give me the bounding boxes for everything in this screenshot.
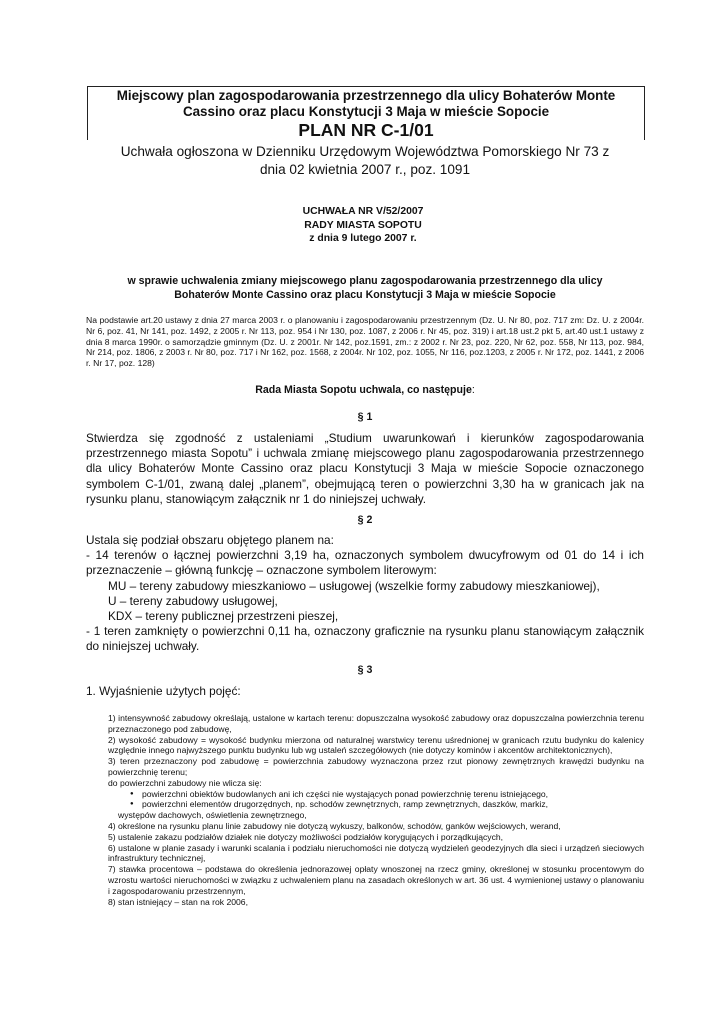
resolution-council: RADY MIASTA SOPOTU — [304, 219, 422, 231]
definition-3: 3) teren przeznaczony pod zabudowę = powierzchnia zabudowy wyznaczona przez rzut pionowy zewnętrznych krawędzi budynku na powierzchnię terenu; — [108, 756, 644, 777]
section-2-body — [86, 533, 644, 655]
resolution-subject-line-1: w sprawie uchwalenia zmiany miejscowego planu zagospodarowania przestrzennego dla ulicy — [127, 275, 603, 287]
council-decides — [86, 383, 644, 397]
definition-1: 1) intensywność zabudowy określają, ustalone w kartach terenu: dopuszczalna wysokość zabudowy oraz dopuszczalna powierzchnia terenu przeznaczonego pod zabudowę, — [108, 713, 644, 734]
legal-basis: Na podstawie art.20 ustawy z dnia 27 marca 2003 r. o planowaniu i zagospodarowaniu przestrzennym (Dz. U. Nr 80, poz. 717 zm: Dz. U. z 2004r. Nr 6, poz. 41, Nr 141, poz. 1492, z 2005 r. Nr 113, poz. 954 i Nr 130, poz. 1087, z 2006 r. Nr 45, poz. 319) i art.18 ust.2 pkt 5, art.40 ust.1 ustawy z dnia 8 marca 1990r. o samorządzie gminnym (Dz. U. z 2001r. Nr 142, poz.1591, zm.: z 2002 r. Nr 23, poz. 220, Nr 62, poz. 558, Nr 113, poz. 984, Nr 214, poz. 1806, z 2003 r. Nr 80, poz. 717 i Nr 162, poz. 1568, z 2004r. Nr 102, poz. 1055, Nr 116, poz.1203, z 2005 r. Nr 172, poz. 1441, z 2006 r. Nr 17, poz. 128) — [86, 315, 644, 369]
definition-4: 4) określone na rysunku planu linie zabudowy nie dotyczą wykuszy, balkonów, schodów, ganków wejściowych, werand, — [108, 820, 561, 831]
exclusion-item-2-text: powierzchni elementów drugorzędnych, np. schodów zewnętrznych, ramp zewnętrznych, daszków, markiz, — [142, 799, 548, 810]
section-1-heading: § 1 — [357, 411, 373, 423]
land-use-u: U – tereny zabudowy usługowej, — [108, 593, 278, 608]
resolution-subject — [86, 274, 644, 302]
definition-5: 5) ustalenie zakazu podziałów działek nie dotyczy możliwości podziałów korygujących i porządkujących, — [108, 831, 504, 842]
exclusion-item-2-continuation: występów dachowych, oświetlenia zewnętrznego, — [118, 810, 307, 821]
resolution-date: z dnia 9 lutego 2007 r. — [309, 233, 417, 244]
land-use-kdx: KDX – tereny publicznej przestrzeni pieszej, — [108, 609, 339, 624]
council-decides-colon: : — [471, 384, 475, 396]
council-decides-text: Rada Miasta Sopotu uchwala, co następuje — [255, 384, 472, 396]
land-use-mu: MU – tereny zabudowy mieszkaniowo – usługowej (wszelkie formy zabudowy mieszkaniowej), — [108, 578, 600, 593]
plan-title-line-1: Miejscowy plan zagospodarowania przestrzennego dla ulicy Bohaterów Monte — [116, 88, 616, 103]
section-2-item-1: - 14 terenów o łącznej powierzchni 3,19 ha, oznaczonych symbolem dwucyfrowym od 01 do 14 i ich przeznaczenie – główną funkcję – oznaczone symbolem literowym: — [86, 548, 644, 578]
exclusion-item-2 — [118, 799, 644, 821]
definition-8: 8) stan istniejący – stan na rok 2006, — [108, 896, 248, 907]
resolution-subject-line-2: Bohaterów Monte Cassino oraz placu Konstytucji 3 Maja w mieście Sopocie — [174, 289, 556, 301]
resolution-heading — [200, 205, 526, 246]
definitions-list — [108, 713, 644, 907]
publication-note — [86, 143, 644, 179]
section-2-intro: Ustala się podział obszaru objętego planem na: — [86, 533, 334, 547]
section-1-text: Stwierdza się zgodność z ustaleniami „Studium uwarunkowań i kierunków zagospodarowania przestrzennego miasta Sopotu” i uchwala zmianę miejscowego planu zagospodarowania przestrzennego dla ulicy Bohaterów Monte Cassino oraz placu Konstytucji 3 Maja w mieście Sopocie oznaczonego symbolem C-1/01, zwaną dalej „planem”, obejmującą teren o powierzchni 3,30 ha w granicach jak na rysunku planu, stanowiącym załącznik nr 1 do niniejszej uchwały. — [86, 431, 644, 506]
title-box — [87, 86, 645, 140]
plan-number: PLAN NR C-1/01 — [298, 120, 434, 140]
plan-title-line-2: Cassino oraz placu Konstytucji 3 Maja w mieście Sopocie — [182, 104, 550, 119]
resolution-number: UCHWAŁA NR V/52/2007 — [302, 206, 424, 217]
exclusions-list — [108, 789, 644, 821]
section-2-item-2: - 1 teren zamknięty o powierzchni 0,11 ha, oznaczony graficznie na rysunku planu stanowiącym załącznik do niniejszej uchwały. — [86, 624, 644, 654]
exclusion-item-1 — [130, 789, 644, 800]
definition-7: 7) stawka procentowa – podstawa do określenia jednorazowej opłaty wnoszonej na rzecz gminy, określonej w stosunku procentowym do wzrostu wartości nieruchomości w związku z uchwaleniem planu na zasadach określonych w art. 36 ust. 4 wymienionej ustawy o planowaniu i zagospodarowaniu przestrzennym, — [108, 864, 644, 896]
definition-3-exclusions: do powierzchni zabudowy nie wlicza się: — [108, 777, 262, 788]
section-3-intro: 1. Wyjaśnienie użytych pojęć: — [86, 684, 241, 698]
publication-note-line-1: Uchwała ogłoszona w Dzienniku Urzędowym Województwa Pomorskiego Nr 73 z — [120, 144, 610, 159]
definition-2: 2) wysokość zabudowy = wysokość budynku mierzona od naturalnej warstwicy terenu uśrednionej w granicach rzutu budynku do kalenicy względnie innego najwyższego punktu budynku lub wg ustaleń szczegółowych (nie dotyczy kominów i akcentów architektonicznych), — [108, 734, 644, 756]
section-3-heading: § 3 — [357, 664, 373, 676]
definition-6: 6) ustalone w planie zasady i warunki scalania i podziału nieruchomości nie dotyczą wydzieleń geodezyjnych dla sieci i urządzeń sieciowych infrastruktury technicznej, — [108, 842, 644, 864]
exclusion-item-1-text: powierzchni obiektów budowlanych ani ich części nie wystających ponad powierzchnię terenu istniejącego, — [142, 788, 549, 799]
section-2-heading: § 2 — [357, 514, 373, 526]
publication-note-line-2: dnia 02 kwietnia 2007 r., poz. 1091 — [259, 162, 471, 177]
